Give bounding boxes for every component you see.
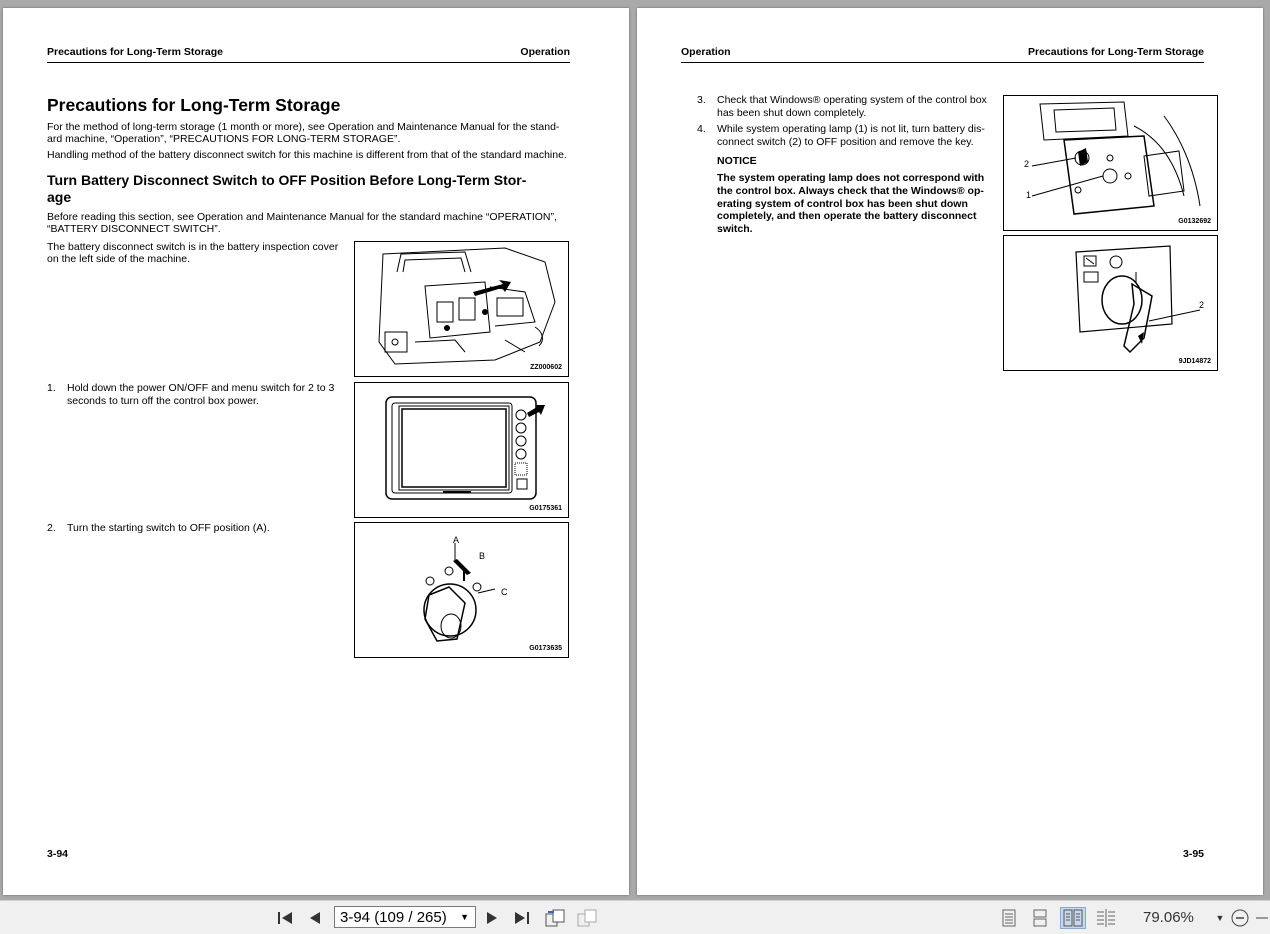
disconnect-switch-location-illustration — [1004, 96, 1217, 230]
label-c: C — [501, 587, 508, 597]
notice-heading: NOTICE — [717, 155, 757, 167]
step-number: 2. — [47, 522, 56, 534]
figure-starting-switch — [354, 522, 569, 658]
figure-code: ZZ000602 — [530, 364, 562, 371]
step-number: 3. — [697, 94, 706, 106]
step-text: Hold down the power ON/OFF and menu switch for 2 to 3 seconds to turn off the control box power. — [67, 382, 335, 407]
header-right: Precautions for Long-Term Storage — [1028, 46, 1204, 58]
viewer-toolbar — [0, 900, 1270, 934]
section-title: Turn Battery Disconnect Switch to OFF Position Before Long-Term Stor- age — [47, 172, 527, 205]
zoom-slider[interactable] — [1254, 907, 1268, 929]
figure-disconnect-switch-location — [1003, 95, 1218, 231]
continuous-view-icon[interactable] — [1030, 907, 1050, 929]
step-text: While system operating lamp (1) is not lit, turn battery dis- connect switch (2) to OFF position and remove the key. — [717, 123, 985, 148]
step-text: Turn the starting switch to OFF position (A). — [67, 522, 270, 534]
location-paragraph: The battery disconnect switch is in the battery inspection cover on the left side of the machine. — [47, 241, 339, 265]
label-a: A — [453, 535, 460, 545]
next-view-icon[interactable] — [575, 907, 599, 929]
figure-control-box — [354, 382, 569, 518]
step-text: Check that Windows® operating system of the control box has been shut down completely. — [717, 94, 987, 119]
label-2: 2 — [1199, 300, 1205, 310]
handling-paragraph: Handling method of the battery disconnect switch for this machine is different from that of the standard machine. — [47, 149, 567, 161]
figure-code: G0132692 — [1178, 218, 1211, 225]
intro-paragraph: For the method of long-term storage (1 month or more), see Operation and Maintenance Manual for the stand- ard machine, “Operation”, “PRECAUTIONS FOR LONG-TERM STORAGE”. — [47, 121, 560, 145]
page-header — [47, 46, 570, 63]
last-page-icon[interactable] — [512, 907, 532, 929]
header-right: Operation — [520, 46, 570, 58]
continuous-facing-view-icon[interactable] — [1095, 907, 1117, 929]
starting-switch-illustration — [355, 523, 568, 657]
label-2: 2 — [1024, 159, 1030, 169]
left-page — [3, 8, 629, 895]
page-dropdown-icon[interactable]: ▼ — [460, 912, 469, 922]
disconnect-switch-key-illustration — [1004, 236, 1217, 370]
next-page-icon[interactable] — [483, 907, 501, 929]
page-number: 3-94 — [47, 848, 69, 860]
notice-body: The system operating lamp does not correspond with the control box. Always check that the Windows® op- erating system of control box has been shut down completely, and then operate the battery disconnect switch. — [717, 172, 985, 236]
page-header — [681, 46, 1204, 63]
header-left: Operation — [681, 46, 731, 58]
before-reading-paragraph: Before reading this section, see Operation and Maintenance Manual for the standard machine “OPERATION”, “BATTERY DISCONNECT SWITCH”. — [47, 211, 557, 235]
page-title: Precautions for Long-Term Storage — [47, 95, 341, 115]
figure-disconnect-switch-key — [1003, 235, 1218, 371]
step-number: 1. — [47, 382, 56, 394]
single-page-view-icon[interactable] — [999, 907, 1019, 929]
step-number: 4. — [697, 123, 706, 135]
header-left: Precautions for Long-Term Storage — [47, 46, 223, 58]
zoom-out-icon[interactable] — [1230, 907, 1250, 929]
zoom-dropdown-icon[interactable]: ▼ — [1215, 913, 1225, 923]
right-page — [637, 8, 1263, 895]
label-b: B — [479, 551, 486, 561]
battery-compartment-illustration — [355, 242, 568, 376]
label-1: 1 — [1026, 190, 1032, 200]
page-number-input[interactable]: 3-94 (109 / 265) ▼ — [334, 906, 476, 928]
facing-pages-view-icon[interactable] — [1060, 907, 1086, 929]
figure-battery-compartment — [354, 241, 569, 377]
figure-code: 9JD14872 — [1178, 358, 1211, 365]
page-number: 3-95 — [1182, 848, 1204, 860]
first-page-icon[interactable] — [275, 907, 295, 929]
previous-view-icon[interactable] — [543, 907, 567, 929]
control-box-illustration — [355, 383, 568, 517]
previous-page-icon[interactable] — [306, 907, 324, 929]
figure-code: G0173635 — [529, 645, 562, 652]
zoom-level[interactable]: 79.06% — [1143, 909, 1194, 926]
figure-code: G0175361 — [529, 505, 562, 512]
